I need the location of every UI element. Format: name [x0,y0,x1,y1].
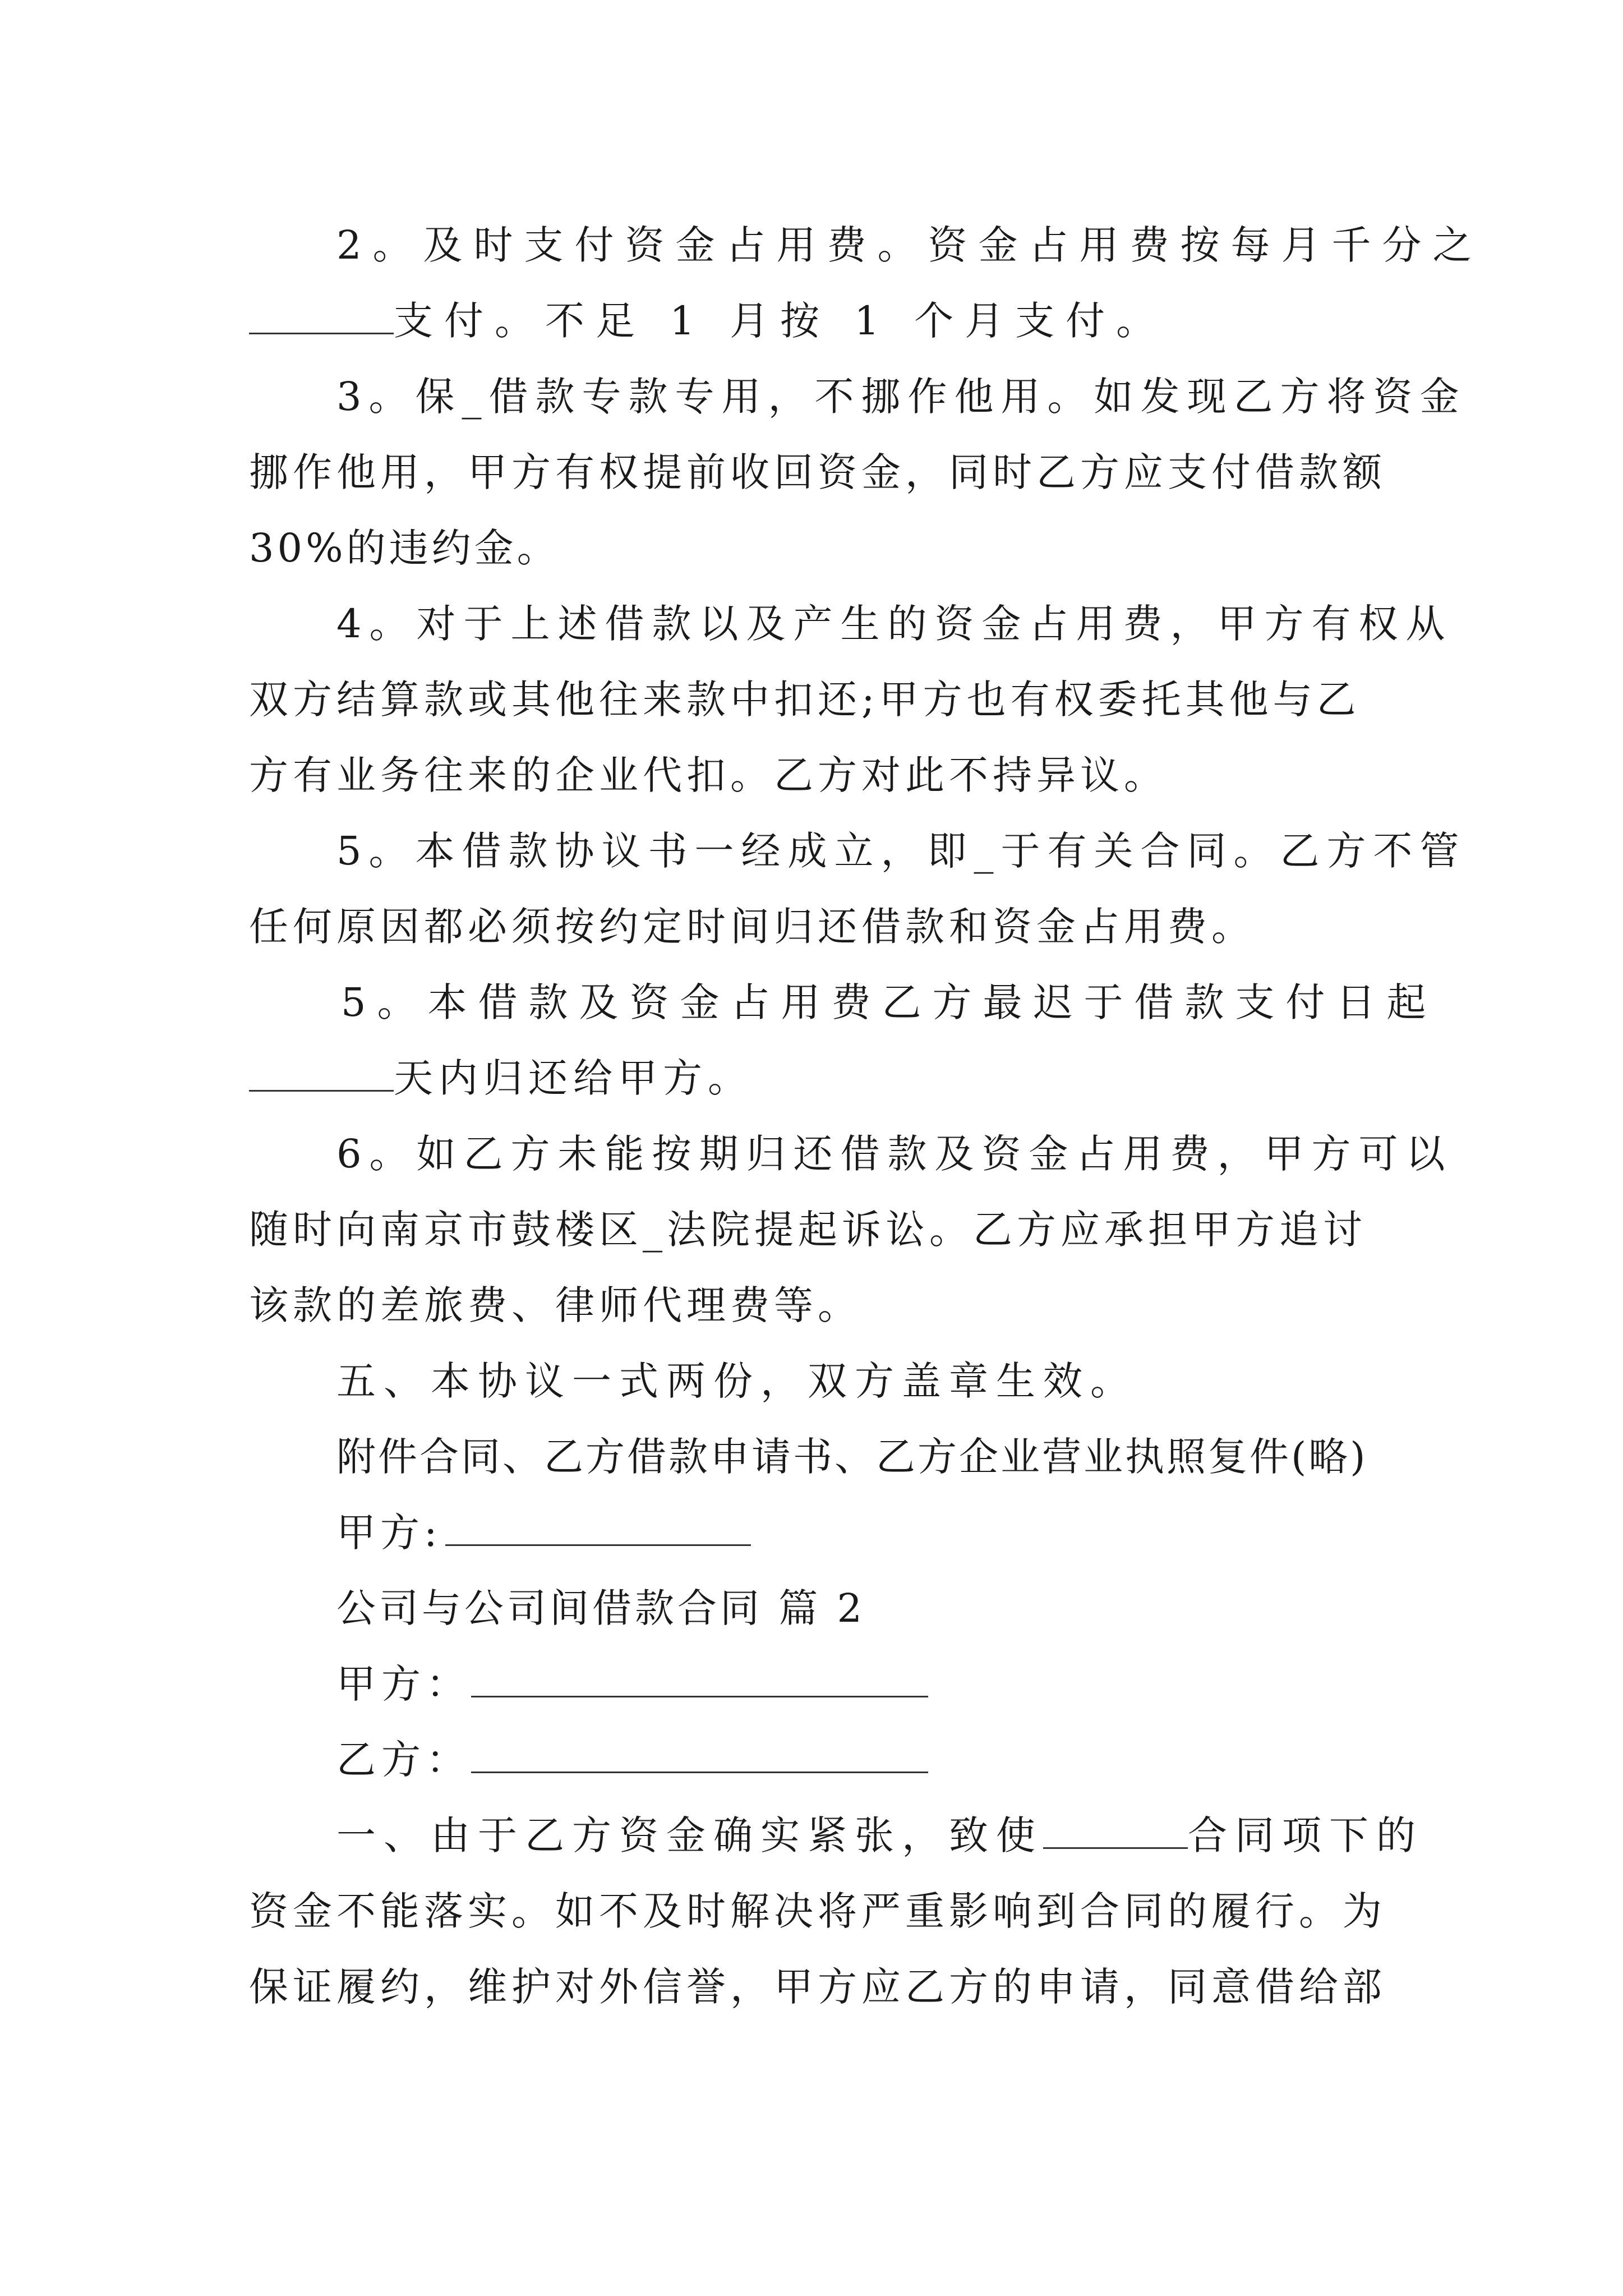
paragraph-line [249,674,1361,725]
paragraph-line [336,1810,1423,1861]
party-a-line [336,1659,928,1709]
signature-line-party-a [336,1507,751,1558]
paragraph-line [249,901,1255,952]
fill-in-blank [445,1511,751,1546]
text-span: 3。保_借款专款专用，不挪作他用。如发现乙方将资金 [336,374,1467,420]
paragraph-line [336,1129,1453,1179]
text-span: 该款的差旅费、律师代理费等。 [249,1282,861,1328]
label-party-b: 乙方： [336,1737,471,1783]
paragraph-line [249,1886,1386,1936]
paragraph-line [249,1962,1386,2012]
paragraph-line [249,1280,861,1331]
text-span: 4。对于上述借款以及产生的资金占用费，甲方有权从 [336,601,1453,647]
heading-text: 公司与公司间借款合同 篇 2 [336,1585,866,1631]
paragraph-line [249,523,560,573]
text-span: 方有业务往来的企业代扣。乙方对此不持异议。 [249,752,1168,798]
label-party-a: 甲方: [336,1510,442,1556]
fill-in-blank [249,1056,394,1092]
section-heading [336,1583,865,1634]
text-span: 6。如乙方未能按期归还借款及资金占用费，甲方可以 [336,1131,1453,1177]
paragraph-line [249,1204,1367,1255]
text-span: 30%的违约金。 [249,525,560,571]
party-b-line [336,1734,928,1785]
text-span: 五、本协议一式两份，双方盖章生效。 [336,1358,1137,1404]
paragraph-line [336,1356,1137,1406]
text-span: 任何原因都必须按约定时间归还借款和资金占用费。 [249,904,1255,950]
paragraph-line [249,296,1166,346]
label-party-a: 甲方： [336,1661,471,1707]
text-span: 随时向南京市鼓楼区_法院提起诉讼。乙方应承担甲方追讨 [249,1207,1367,1253]
text-span: 2。及时支付资金占用费。资金占用费按每月千分之 [336,222,1483,268]
paragraph-line [336,1432,1368,1482]
fill-in-blank [471,1662,928,1697]
text-span: 一、由于乙方资金确实紧张，致使 [336,1812,1043,1858]
paragraph-line [249,447,1386,498]
text-span: 挪作他用，甲方有权提前收回资金，同时乙方应支付借款额 [249,449,1386,495]
text-span: 附件合同、乙方借款申请书、乙方企业营业执照复件(略) [336,1434,1368,1480]
paragraph-line [336,220,1483,270]
fill-in-blank [1043,1814,1188,1849]
paragraph-line [336,371,1467,422]
text-span: 合同项下的 [1188,1812,1423,1858]
fill-in-blank [249,299,394,334]
paragraph-line [249,750,1168,800]
text-span: 保证履约，维护对外信誉，甲方应乙方的申请，同意借给部 [249,1964,1386,2010]
paragraph-line [341,977,1437,1028]
text-span: 5。本借款及资金占用费乙方最迟于借款支付日起 [341,979,1437,1025]
fill-in-blank [471,1738,928,1773]
text-span: 天内归还给甲方。 [394,1055,753,1101]
text-span: 5。本借款协议书一经成立，即_于有关合同。乙方不管 [336,828,1467,874]
paragraph-line [336,826,1467,876]
paragraph-line [249,1053,753,1103]
text-span: 双方结算款或其他往来款中扣还;甲方也有权委托其他与乙 [249,677,1361,723]
paragraph-line [336,599,1453,649]
text-span: 支付。不足 1 月按 1 个月支付。 [394,298,1167,344]
text-span: 资金不能落实。如不及时解决将严重影响到合同的履行。为 [249,1888,1386,1934]
